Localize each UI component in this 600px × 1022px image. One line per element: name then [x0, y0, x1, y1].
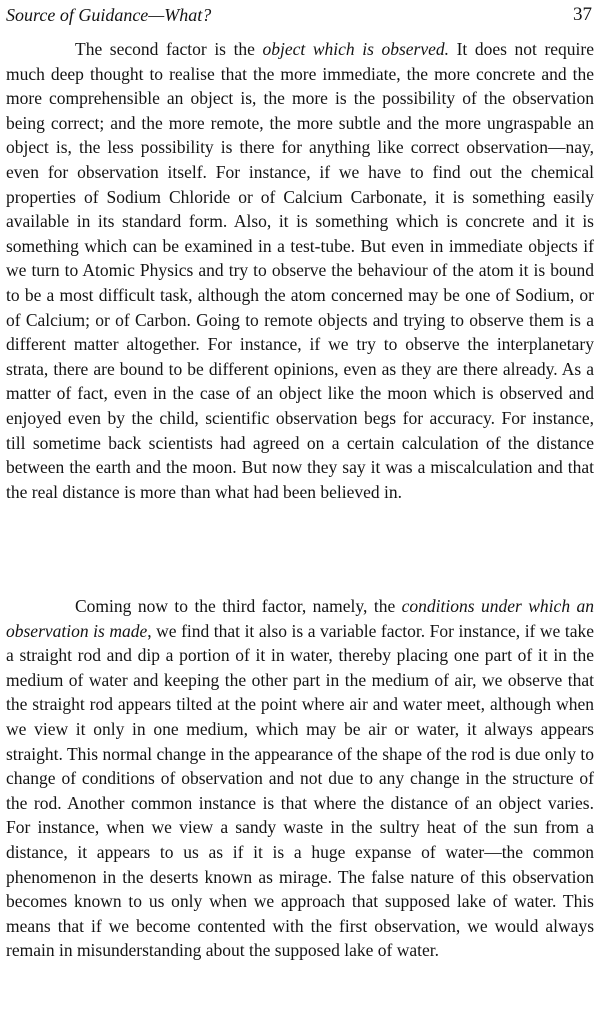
running-title: Source of Guidance—What?: [6, 5, 212, 25]
paragraph-object-observed: [6, 37, 594, 504]
emphasized-phrase: conditions under which an observation is made: [6, 596, 594, 641]
paragraph-text-continued: , we find that it also is a variable factor. For instance, if we take a straight rod and dip a portion of it in water, thereby placing one part of it in the medium of water and keeping the other part in the medium of air, we observe that the straight rod appears tilted at the point where air and water meet, although when we view it only in one medium, which may be air or water, it always appears straight. This normal change in the appearance of the shape of the rod is due only to change of conditions of observation and not due to any change in the structure of the rod. Another common instance is that where the distance of an object varies. For instance, when we view a sandy waste in the sultry heat of the sun from a distance, it appears to us as if it is a huge expanse of water—the common phenomenon in the deserts known as mirage. The false nature of this observation becomes known to us only when we approach that supposed lake of water. This means that if we become contented with the first observation, we would always remain in misunderstanding about the supposed lake of water.: [6, 620, 594, 961]
page-number: 37: [573, 4, 592, 25]
paragraph-text-start: The second factor is the: [75, 39, 263, 59]
running-header: [6, 2, 592, 28]
emphasized-phrase: object which is observed.: [262, 39, 450, 59]
paragraph-observation-conditions: [6, 594, 594, 963]
paragraph-text-start: Coming now to the third factor, namely, the: [75, 596, 402, 616]
paragraph-text-continued: It does not require much deep thought to realise that the more immediate, the more concrete and the more comprehensible an object is, the more is the possibility of the observation being correct; and the more remote, the more subtle and the more ungraspable an object is, the less possibility is there for anything like correct observation—nay, even for observation itself. For instance, if we have to find out the chemical properties of Sodium Chloride or of Calcium Carbonate, it is something easily available in its standard form. Also, it is something which is concrete and it is something which can be examined in a test-tube. But even in immediate objects if we turn to Atomic Physics and try to observe the behaviour of the atom it is bound to be a most difficult task, although the atom concerned may be one of Sodium, or of Calcium; or of Carbon. Going to remote objects and trying to observe them is a different matter altogether. For instance, if we try to observe the interplanetary strata, there are bound to be different opinions, even as they are there already. As a matter of fact, even in the case of an object like the moon which is observed and enjoyed even by the child, scientific observation begs for accuracy. For instance, till sometime back scientists had agreed on a certain calculation of the distance between the earth and the moon. But now they say it was a miscalculation and that the real distance is more than what had been believed in.: [6, 39, 595, 502]
